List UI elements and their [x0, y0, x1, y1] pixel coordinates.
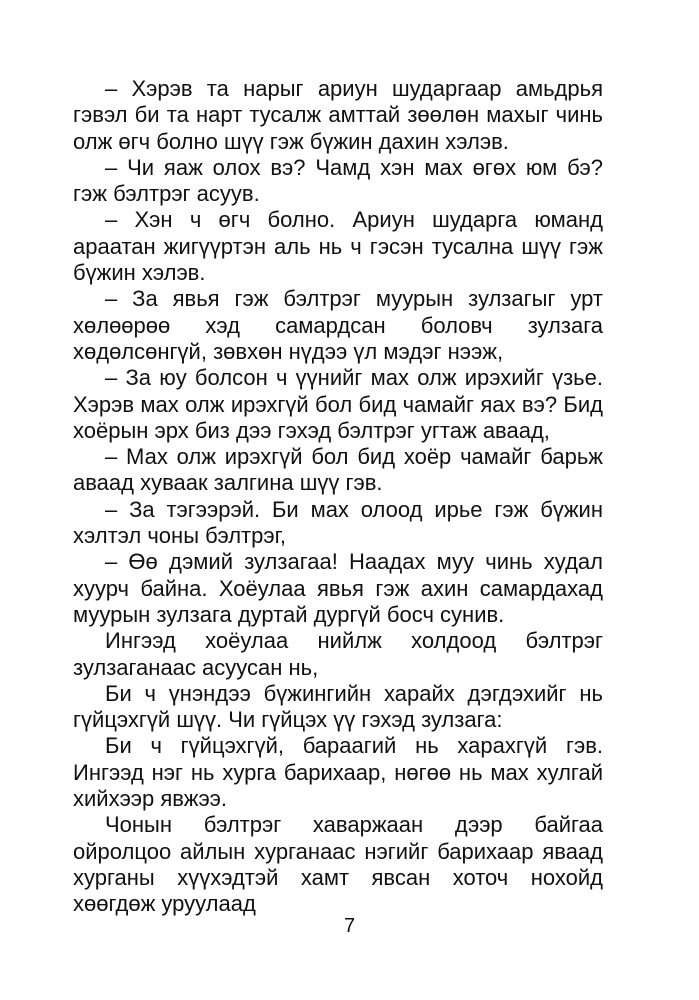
- paragraph: – За явья гэж бэлтрэг муурын зулзагыг урт хөлөөрөө хэд самардсан боловч зулзага хөдөлсөнгүй, зөвхөн нүдээ үл мэдэг нээж,: [73, 286, 603, 364]
- paragraph: Би ч үнэндээ бүжингийн харайх дэгдэхийг нь гүйцэхгүй шүү. Чи гүйцэх үү гэхэд зулзага:: [73, 680, 603, 733]
- paragraph: Чонын бэлтрэг хаваржаан дээр байгаа ойролцоо айлын хурганаас нэгийг барихаар яваад хурганы хүүхэдтэй хамт явсан хоточ нохойд хөөгдөж уруулаад: [73, 812, 603, 917]
- paragraph: Ингээд хоёулаа нийлж холдоод бэлтрэг зулзаганаас асуусан нь,: [73, 628, 603, 680]
- paragraph: Би ч гүйцэхгүй, бараагий нь харахгүй гэв. Ингээд нэг нь хурга барихаар, нөгөө нь мах хулгай хийхээр явжээ.: [73, 733, 603, 812]
- paragraph: – Чи яаж олох вэ? Чамд хэн мах өгөх юм бэ? гэж бэлтрэг асуув.: [73, 154, 603, 207]
- paragraph: – Хэн ч өгч болно. Ариун шударга юманд араатан жигүүртэн аль нь ч гэсэн тусална шүү гэж бүжин хэлэв.: [73, 207, 603, 286]
- paragraph: – Хэрэв та нарыг ариун шударгаар амьдрья гэвэл би та нарт тусалж амттай зөөлөн махыг чинь олж өгч болно шүү гэж бүжин дахин хэлэв.: [73, 76, 603, 154]
- page-number: 7: [343, 915, 356, 937]
- paragraph: – За юу болсон ч үүнийг мах олж ирэхийг үзье. Хэрэв мах олж ирэхгүй бол бид чамайг яах вэ? Бид хоёрын эрх биз дээ гэхэд бэлтрэг угтаж аваад,: [73, 365, 603, 443]
- paragraph: – За тэгээрэй. Би мах олоод ирье гэж бүжин хэлтэл чоны бэлтрэг,: [73, 496, 603, 549]
- paragraph: – Өө дэмий зулзагаа! Наадах муу чинь худал хуурч байна. Хоёулаа явья гэж ахин самардахад муурын зулзага дуртай дургүй босч сунив.: [73, 549, 603, 627]
- body-text: [73, 76, 603, 918]
- paragraph: – Мах олж ирэхгүй бол бид хоёр чамайг барьж аваад хуваак залгина шүү гэв.: [73, 444, 603, 496]
